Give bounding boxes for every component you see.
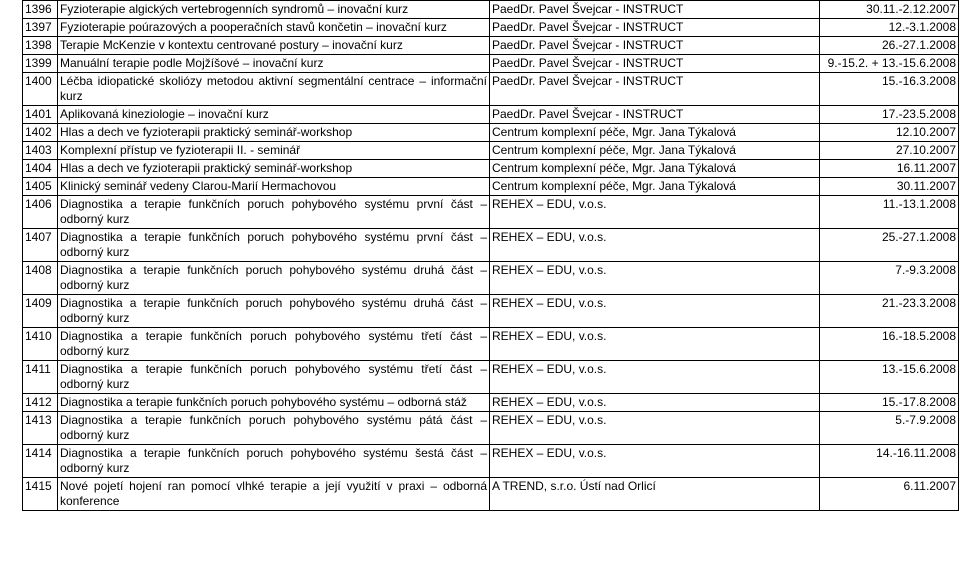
course-number: 1402 [23,124,58,142]
course-date: 15.-17.8.2008 [820,394,959,412]
course-organizer: REHEX – EDU, v.o.s. [490,328,820,361]
course-organizer: Centrum komplexní péče, Mgr. Jana Týkalová [490,142,820,160]
course-organizer: REHEX – EDU, v.o.s. [490,445,820,478]
course-date: 6.11.2007 [820,478,959,511]
course-date: 17.-23.5.2008 [820,106,959,124]
course-organizer: REHEX – EDU, v.o.s. [490,229,820,262]
table-row [23,73,959,106]
table-row [23,55,959,73]
course-organizer: Centrum komplexní péče, Mgr. Jana Týkalová [490,178,820,196]
table-row [23,106,959,124]
course-name: Manuální terapie podle Mojžíšové – inovační kurz [58,55,490,73]
course-number: 1413 [23,412,58,445]
course-date: 7.-9.3.2008 [820,262,959,295]
course-number: 1415 [23,478,58,511]
course-name: Diagnostika a terapie funkčních poruch pohybového systému pátá část – odborný kurz [58,412,490,445]
table-row [23,124,959,142]
course-name: Diagnostika a terapie funkčních poruch pohybového systému první část – odborný kurz [58,229,490,262]
course-date: 25.-27.1.2008 [820,229,959,262]
course-date: 16.11.2007 [820,160,959,178]
course-organizer: Centrum komplexní péče, Mgr. Jana Týkalová [490,160,820,178]
table-row [23,178,959,196]
course-table-body [23,1,959,511]
course-table [22,0,959,511]
course-organizer: REHEX – EDU, v.o.s. [490,361,820,394]
course-date: 27.10.2007 [820,142,959,160]
course-organizer: REHEX – EDU, v.o.s. [490,295,820,328]
course-date: 5.-7.9.2008 [820,412,959,445]
course-date: 13.-15.6.2008 [820,361,959,394]
course-name: Diagnostika a terapie funkčních poruch pohybového systému první část – odborný kurz [58,196,490,229]
course-organizer: PaedDr. Pavel Švejcar - INSTRUCT [490,106,820,124]
course-name: Diagnostika a terapie funkčních poruch pohybového systému druhá část – odborný kurz [58,262,490,295]
course-date: 21.-23.3.2008 [820,295,959,328]
course-number: 1400 [23,73,58,106]
course-number: 1407 [23,229,58,262]
course-name: Diagnostika a terapie funkčních poruch pohybového systému šestá část – odborný kurz [58,445,490,478]
table-row [23,361,959,394]
table-row [23,1,959,19]
table-row [23,295,959,328]
course-number: 1396 [23,1,58,19]
course-number: 1404 [23,160,58,178]
course-number: 1398 [23,37,58,55]
course-number: 1410 [23,328,58,361]
course-organizer: PaedDr. Pavel Švejcar - INSTRUCT [490,19,820,37]
course-number: 1399 [23,55,58,73]
course-organizer: PaedDr. Pavel Švejcar - INSTRUCT [490,37,820,55]
course-date: 30.11.2007 [820,178,959,196]
course-organizer: PaedDr. Pavel Švejcar - INSTRUCT [490,55,820,73]
course-date: 11.-13.1.2008 [820,196,959,229]
course-date: 16.-18.5.2008 [820,328,959,361]
course-name: Fyzioterapie poúrazových a pooperačních stavů končetin – inovační kurz [58,19,490,37]
course-organizer: PaedDr. Pavel Švejcar - INSTRUCT [490,1,820,19]
course-name: Terapie McKenzie v kontextu centrované postury – inovační kurz [58,37,490,55]
course-number: 1406 [23,196,58,229]
course-organizer: PaedDr. Pavel Švejcar - INSTRUCT [490,73,820,106]
course-number: 1401 [23,106,58,124]
course-number: 1414 [23,445,58,478]
table-row [23,262,959,295]
course-name: Diagnostika a terapie funkčních poruch pohybového systému třetí část – odborný kurz [58,361,490,394]
course-date: 12.10.2007 [820,124,959,142]
course-number: 1397 [23,19,58,37]
course-name: Hlas a dech ve fyzioterapii praktický seminář-workshop [58,124,490,142]
table-row [23,229,959,262]
table-row [23,328,959,361]
course-date: 12.-3.1.2008 [820,19,959,37]
course-name: Aplikovaná kineziologie – inovační kurz [58,106,490,124]
course-organizer: A TREND, s.r.o. Ústí nad Orlicí [490,478,820,511]
table-row [23,37,959,55]
course-date: 15.-16.3.2008 [820,73,959,106]
course-name: Nové pojetí hojení ran pomocí vlhké terapie a její využití v praxi – odborná konference [58,478,490,511]
table-row [23,19,959,37]
table-row [23,445,959,478]
course-organizer: REHEX – EDU, v.o.s. [490,262,820,295]
course-organizer: Centrum komplexní péče, Mgr. Jana Týkalová [490,124,820,142]
course-name: Diagnostika a terapie funkčních poruch pohybového systému – odborná stáž [58,394,490,412]
course-name: Léčba idiopatické skoliózy metodou aktivní segmentální centrace – informační kurz [58,73,490,106]
course-name: Fyzioterapie algických vertebrogenních syndromů – inovační kurz [58,1,490,19]
course-date: 14.-16.11.2008 [820,445,959,478]
course-name: Diagnostika a terapie funkčních poruch pohybového systému druhá část – odborný kurz [58,295,490,328]
table-row [23,394,959,412]
course-name: Diagnostika a terapie funkčních poruch pohybového systému třetí část – odborný kurz [58,328,490,361]
course-date: 9.-15.2. + 13.-15.6.2008 [820,55,959,73]
course-date: 30.11.-2.12.2007 [820,1,959,19]
course-organizer: REHEX – EDU, v.o.s. [490,394,820,412]
course-date: 26.-27.1.2008 [820,37,959,55]
table-row [23,478,959,511]
table-row [23,160,959,178]
course-number: 1412 [23,394,58,412]
course-name: Klinický seminář vedeny Clarou-Marií Hermachovou [58,178,490,196]
course-number: 1405 [23,178,58,196]
course-organizer: REHEX – EDU, v.o.s. [490,412,820,445]
table-row [23,196,959,229]
table-row [23,412,959,445]
course-number: 1408 [23,262,58,295]
course-name: Komplexní přístup ve fyzioterapii II. - seminář [58,142,490,160]
course-organizer: REHEX – EDU, v.o.s. [490,196,820,229]
course-name: Hlas a dech ve fyzioterapii praktický seminář-workshop [58,160,490,178]
course-number: 1403 [23,142,58,160]
course-number: 1409 [23,295,58,328]
course-number: 1411 [23,361,58,394]
table-row [23,142,959,160]
